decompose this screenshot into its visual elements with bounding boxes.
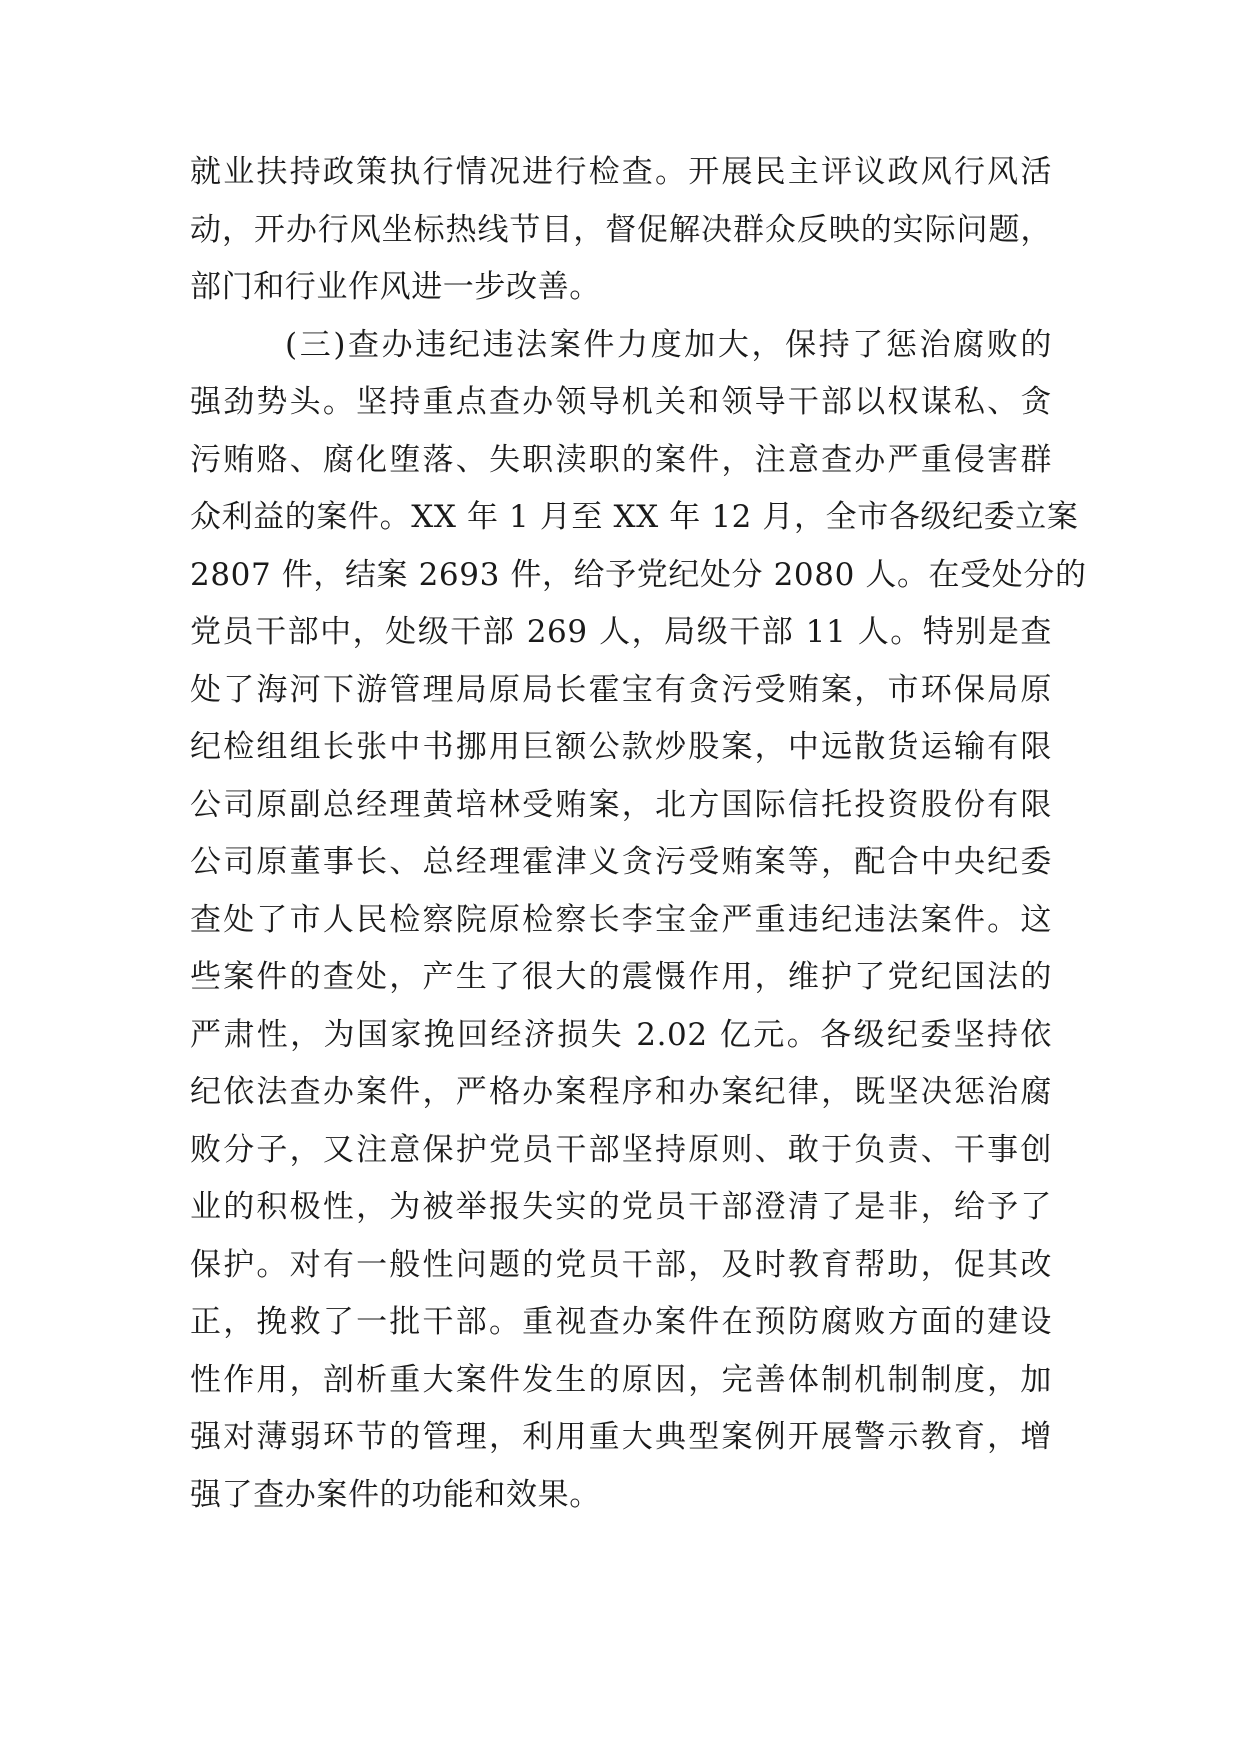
text-line: 强对薄弱环节的管理，利用重大典型案例开展警示教育，增 <box>190 1419 1052 1455</box>
text-line: 查处了市人民检察院原检察长李宝金严重违纪违法案件。这 <box>190 901 1052 938</box>
text-line: 些案件的查处，产生了很大的震慑作用，维护了党纪国法的 <box>190 959 1052 995</box>
text-line: 纪依法查办案件，严格办案程序和办案纪律，既坚决惩治腐 <box>190 1074 1052 1110</box>
text-line: 众利益的案件。XX 年 1 月至 XX 年 12 月，全市各级纪委立案 <box>190 499 1079 535</box>
text-line: 性作用，剖析重大案件发生的原因，完善体制机制制度，加 <box>190 1361 1052 1398</box>
text-line: 党员干部中，处级干部 269 人，局级干部 11 人。特别是查 <box>190 614 1052 650</box>
text-line: 保护。对有一般性问题的党员干部，及时教育帮助，促其改 <box>190 1246 1052 1283</box>
text-line: 强了查办案件的功能和效果。 <box>190 1476 601 1513</box>
document-body <box>190 144 1087 1524</box>
text-line: 公司原董事长、总经理霍津义贪污受贿案等，配合中央纪委 <box>190 844 1052 880</box>
text-line: 公司原副总经理黄培林受贿案，北方国际信托投资股份有限 <box>190 786 1052 823</box>
text-line: 就业扶持政策执行情况进行检查。开展民主评议政风行风活 <box>190 154 1052 190</box>
text-line: 2807 件，结案 2693 件，给予党纪处分 2080 人。在受处分的 <box>190 556 1087 593</box>
text-line: 严肃性，为国家挽回经济损失 2.02 亿元。各级纪委坚持依 <box>190 1016 1052 1053</box>
text-line: 污贿赂、腐化堕落、失职渎职的案件，注意查办严重侵害群 <box>190 441 1052 478</box>
text-line: 处了海河下游管理局原局长霍宝有贪污受贿案，市环保局原 <box>190 671 1052 708</box>
text-line: 败分子，又注意保护党员干部坚持原则、敢于负责、干事创 <box>190 1131 1052 1168</box>
text-line: 强劲势头。坚持重点查办领导机关和领导干部以权谋私、贪 <box>190 384 1052 420</box>
text-line: 动，开办行风坐标热线节目，督促解决群众反映的实际问题， <box>190 211 1052 248</box>
section-heading-line: (三)查办违纪违法案件力度加大，保持了惩治腐败的 <box>285 326 1052 363</box>
text-line: 纪检组组长张中书挪用巨额公款炒股案，中远散货运输有限 <box>190 729 1052 765</box>
text-line: 正，挽救了一批干部。重视查办案件在预防腐败方面的建设 <box>190 1304 1052 1340</box>
text-line: 业的积极性，为被举报失实的党员干部澄清了是非，给予了 <box>190 1189 1052 1225</box>
text-line: 部门和行业作风进一步改善。 <box>190 269 601 305</box>
